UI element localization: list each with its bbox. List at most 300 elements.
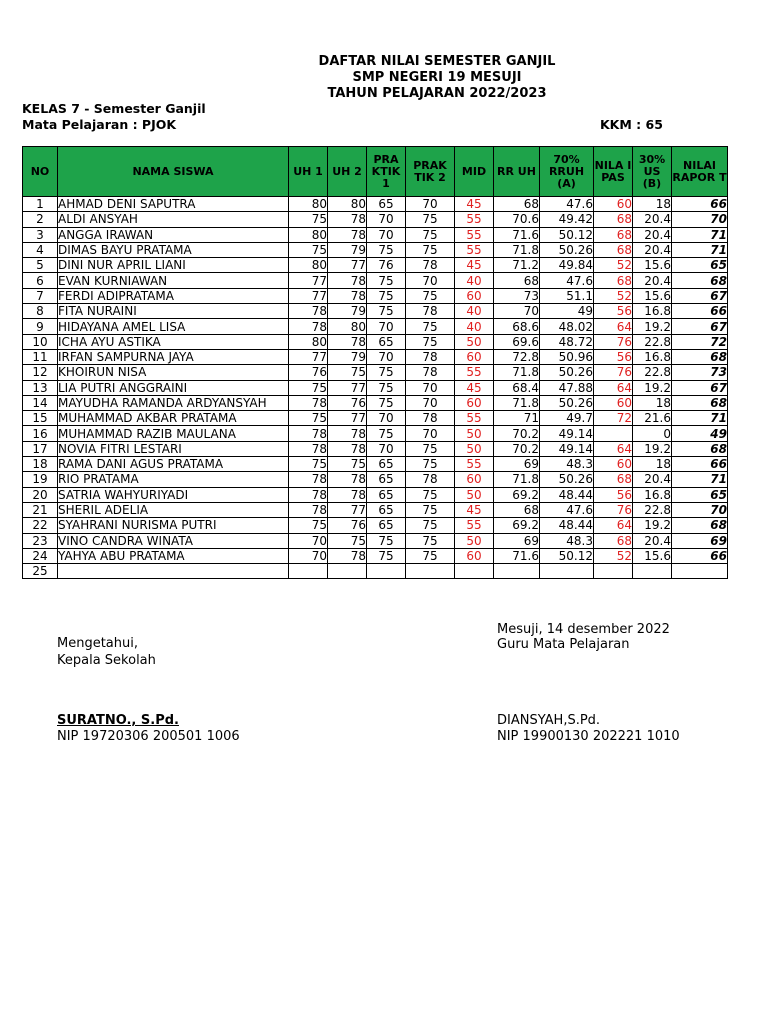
uh2-cell: 78 [328, 487, 367, 502]
praktik2-cell: 75 [406, 487, 455, 502]
row-no-cell: 2 [23, 212, 58, 227]
rr-uh-cell: 68.4 [494, 380, 540, 395]
rr-uh-cell: 71.6 [494, 548, 540, 563]
uh2-cell: 79 [328, 349, 367, 364]
mid-cell: 55 [455, 227, 494, 242]
table-row [23, 395, 728, 410]
rruh-70-cell: 48.72 [540, 334, 594, 349]
pas-cell: 76 [594, 334, 633, 349]
uh1-cell: 78 [289, 319, 328, 334]
us-30-cell: 18 [633, 395, 672, 410]
rruh-70-cell: 49.84 [540, 258, 594, 273]
mid-cell: 45 [455, 197, 494, 212]
table-row [23, 197, 728, 212]
principal-nip: NIP 19720306 200501 1006 [57, 729, 240, 744]
mid-cell: 55 [455, 457, 494, 472]
row-no-cell: 7 [23, 288, 58, 303]
student-name-cell: ANGGA IRAWAN [58, 227, 289, 242]
uh2-cell: 78 [328, 227, 367, 242]
student-name-cell: SYAHRANI NURISMA PUTRI [58, 518, 289, 533]
us-30-cell: 21.6 [633, 411, 672, 426]
rruh-70-cell: 51.1 [540, 288, 594, 303]
mid-cell: 50 [455, 334, 494, 349]
row-no-cell: 24 [23, 548, 58, 563]
rapor-cell: 69 [672, 533, 728, 548]
subject-label: Mata Pelajaran : PJOK [22, 117, 177, 132]
praktik1-cell: 75 [367, 273, 406, 288]
table-row [23, 487, 728, 502]
header-row [23, 147, 728, 197]
student-name-cell: NOVIA FITRI LESTARI [58, 441, 289, 456]
praktik2-cell: 70 [406, 426, 455, 441]
us-30-cell: 18 [633, 197, 672, 212]
pas-cell: 60 [594, 457, 633, 472]
student-name-cell: FITA NURAINI [58, 304, 289, 319]
rruh-70-cell: 48.44 [540, 487, 594, 502]
table-row [23, 518, 728, 533]
pas-cell: 64 [594, 380, 633, 395]
rapor-cell: 67 [672, 319, 728, 334]
student-name-cell: AHMAD DENI SAPUTRA [58, 197, 289, 212]
praktik2-cell: 75 [406, 227, 455, 242]
grades-table [22, 146, 728, 579]
rapor-cell: 68 [672, 395, 728, 410]
pas-cell: 64 [594, 441, 633, 456]
table-row [23, 288, 728, 303]
principal-name [57, 713, 179, 728]
us-30-cell: 22.8 [633, 334, 672, 349]
mid-cell: 55 [455, 242, 494, 257]
table-row [23, 502, 728, 517]
uh1-cell: 78 [289, 441, 328, 456]
praktik2-cell: 75 [406, 242, 455, 257]
rapor-cell: 70 [672, 212, 728, 227]
row-no-cell: 9 [23, 319, 58, 334]
uh2-cell: 78 [328, 441, 367, 456]
rapor-cell: 70 [672, 502, 728, 517]
row-no-cell: 16 [23, 426, 58, 441]
us-30-cell: 18 [633, 457, 672, 472]
praktik2-cell: 78 [406, 411, 455, 426]
rr-uh-cell: 68 [494, 502, 540, 517]
pas-cell: 68 [594, 273, 633, 288]
rr-uh-cell: 73 [494, 288, 540, 303]
uh2-cell: 77 [328, 502, 367, 517]
mid-cell: 45 [455, 380, 494, 395]
title-line-2: SMP NEGERI 19 MESUJI [352, 70, 522, 85]
uh2-cell: 78 [328, 273, 367, 288]
us-30-cell: 20.4 [633, 227, 672, 242]
student-name-cell: HIDAYANA AMEL LISA [58, 319, 289, 334]
us-30-cell: 15.6 [633, 288, 672, 303]
column-header: PRAK TIK 2 [406, 147, 455, 197]
table-row [23, 411, 728, 426]
us-30-cell [633, 564, 672, 579]
uh2-cell: 80 [328, 319, 367, 334]
praktik1-cell: 65 [367, 334, 406, 349]
uh2-cell: 77 [328, 380, 367, 395]
kkm-label: KKM : 65 [600, 117, 663, 132]
rapor-cell: 66 [672, 457, 728, 472]
pas-cell: 72 [594, 411, 633, 426]
rr-uh-cell: 68 [494, 197, 540, 212]
uh1-cell: 77 [289, 273, 328, 288]
uh2-cell: 80 [328, 197, 367, 212]
rruh-70-cell: 50.26 [540, 395, 594, 410]
mid-cell: 60 [455, 548, 494, 563]
rruh-70-cell: 50.26 [540, 242, 594, 257]
rruh-70-cell: 47.88 [540, 380, 594, 395]
uh1-cell: 78 [289, 304, 328, 319]
student-name-cell: MUHAMMAD RAZIB MAULANA [58, 426, 289, 441]
praktik2-cell: 78 [406, 349, 455, 364]
title-line-1: DAFTAR NILAI SEMESTER GANJIL [318, 54, 556, 69]
pas-cell [594, 564, 633, 579]
student-name-cell: FERDI ADIPRATAMA [58, 288, 289, 303]
rr-uh-cell: 71.8 [494, 395, 540, 410]
uh1-cell [289, 564, 328, 579]
row-no-cell: 21 [23, 502, 58, 517]
praktik2-cell [406, 564, 455, 579]
row-no-cell: 3 [23, 227, 58, 242]
table-row [23, 457, 728, 472]
uh1-cell: 78 [289, 395, 328, 410]
row-no-cell: 13 [23, 380, 58, 395]
rapor-cell: 71 [672, 411, 728, 426]
table-row [23, 472, 728, 487]
table-row [23, 441, 728, 456]
table-row [23, 365, 728, 380]
column-header: NILA I PAS [594, 147, 633, 197]
student-name-cell: DINI NUR APRIL LIANI [58, 258, 289, 273]
praktik2-cell: 75 [406, 533, 455, 548]
rruh-70-cell: 48.44 [540, 518, 594, 533]
rruh-70-cell: 49 [540, 304, 594, 319]
praktik2-cell: 75 [406, 502, 455, 517]
mid-cell: 40 [455, 273, 494, 288]
praktik2-cell: 75 [406, 288, 455, 303]
row-no-cell: 14 [23, 395, 58, 410]
table-row [23, 426, 728, 441]
title-line-3: TAHUN PELAJARAN 2022/2023 [327, 86, 547, 101]
rapor-cell: 71 [672, 472, 728, 487]
student-name-cell: RAMA DANI AGUS PRATAMA [58, 457, 289, 472]
rruh-70-cell: 50.12 [540, 227, 594, 242]
pas-cell [594, 426, 633, 441]
rapor-cell: 65 [672, 487, 728, 502]
us-30-cell: 15.6 [633, 548, 672, 563]
pas-cell: 60 [594, 197, 633, 212]
student-name-cell [58, 564, 289, 579]
row-no-cell: 4 [23, 242, 58, 257]
uh2-cell: 78 [328, 212, 367, 227]
rr-uh-cell: 71.2 [494, 258, 540, 273]
rr-uh-cell: 70.6 [494, 212, 540, 227]
row-no-cell: 18 [23, 457, 58, 472]
acknowledged-label: Mengetahui, [57, 636, 138, 651]
uh1-cell: 78 [289, 502, 328, 517]
praktik2-cell: 75 [406, 518, 455, 533]
mid-cell: 45 [455, 258, 494, 273]
us-30-cell: 20.4 [633, 212, 672, 227]
column-header: NILAI RAPOR T [672, 147, 728, 197]
student-name-cell: DIMAS BAYU PRATAMA [58, 242, 289, 257]
rruh-70-cell: 50.26 [540, 365, 594, 380]
uh1-cell: 76 [289, 365, 328, 380]
rapor-cell: 65 [672, 258, 728, 273]
student-name-cell: KHOIRUN NISA [58, 365, 289, 380]
us-30-cell: 22.8 [633, 502, 672, 517]
praktik2-cell: 78 [406, 304, 455, 319]
student-name-cell: RIO PRATAMA [58, 472, 289, 487]
student-name-cell: IRFAN SAMPURNA JAYA [58, 349, 289, 364]
table-row [23, 227, 728, 242]
principal-title: Kepala Sekolah [57, 653, 156, 668]
rruh-70-cell: 50.96 [540, 349, 594, 364]
uh1-cell: 77 [289, 349, 328, 364]
uh2-cell: 78 [328, 548, 367, 563]
column-header: 70% RRUH (A) [540, 147, 594, 197]
uh1-cell: 75 [289, 518, 328, 533]
rruh-70-cell: 48.3 [540, 457, 594, 472]
uh1-cell: 77 [289, 288, 328, 303]
teacher-nip: NIP 19900130 202221 1010 [497, 729, 680, 744]
rruh-70-cell: 50.26 [540, 472, 594, 487]
praktik1-cell: 75 [367, 395, 406, 410]
mid-cell: 55 [455, 411, 494, 426]
table-row [23, 242, 728, 257]
rruh-70-cell: 48.02 [540, 319, 594, 334]
praktik1-cell: 75 [367, 242, 406, 257]
table-row [23, 273, 728, 288]
uh2-cell: 78 [328, 334, 367, 349]
rr-uh-cell: 69.2 [494, 487, 540, 502]
praktik2-cell: 75 [406, 334, 455, 349]
rruh-70-cell: 47.6 [540, 502, 594, 517]
rapor-cell: 73 [672, 365, 728, 380]
student-name-cell: SHERIL ADELIA [58, 502, 289, 517]
pas-cell: 56 [594, 304, 633, 319]
mid-cell: 60 [455, 349, 494, 364]
uh2-cell: 77 [328, 258, 367, 273]
uh2-cell [328, 564, 367, 579]
row-no-cell: 11 [23, 349, 58, 364]
rruh-70-cell: 49.7 [540, 411, 594, 426]
us-30-cell: 19.2 [633, 319, 672, 334]
us-30-cell: 0 [633, 426, 672, 441]
student-name-cell: MAYUDHA RAMANDA ARDYANSYAH [58, 395, 289, 410]
row-no-cell: 20 [23, 487, 58, 502]
row-no-cell: 5 [23, 258, 58, 273]
rr-uh-cell: 70.2 [494, 441, 540, 456]
praktik2-cell: 70 [406, 380, 455, 395]
uh2-cell: 79 [328, 304, 367, 319]
pas-cell: 68 [594, 472, 633, 487]
mid-cell: 60 [455, 288, 494, 303]
rruh-70-cell: 49.14 [540, 426, 594, 441]
rr-uh-cell: 71.8 [494, 365, 540, 380]
uh2-cell: 79 [328, 242, 367, 257]
student-name-cell: ALDI ANSYAH [58, 212, 289, 227]
praktik1-cell: 65 [367, 518, 406, 533]
praktik1-cell: 70 [367, 319, 406, 334]
praktik2-cell: 75 [406, 212, 455, 227]
praktik2-cell: 70 [406, 197, 455, 212]
mid-cell: 50 [455, 533, 494, 548]
pas-cell: 68 [594, 212, 633, 227]
praktik1-cell: 70 [367, 349, 406, 364]
mid-cell: 50 [455, 441, 494, 456]
us-30-cell: 19.2 [633, 518, 672, 533]
praktik1-cell: 65 [367, 197, 406, 212]
uh1-cell: 75 [289, 380, 328, 395]
uh1-cell: 70 [289, 548, 328, 563]
uh1-cell: 80 [289, 197, 328, 212]
column-header: UH 1 [289, 147, 328, 197]
mid-cell: 55 [455, 212, 494, 227]
praktik1-cell: 75 [367, 380, 406, 395]
praktik2-cell: 75 [406, 319, 455, 334]
rr-uh-cell: 71.8 [494, 242, 540, 257]
uh1-cell: 75 [289, 242, 328, 257]
principal-name-text: SURATNO., S.Pd. [57, 713, 179, 728]
us-30-cell: 22.8 [633, 365, 672, 380]
rr-uh-cell: 69 [494, 533, 540, 548]
teacher-title: Guru Mata Pelajaran [497, 637, 630, 652]
place-date: Mesuji, 14 desember 2022 [497, 622, 670, 637]
us-30-cell: 20.4 [633, 472, 672, 487]
praktik1-cell: 75 [367, 288, 406, 303]
rr-uh-cell: 70.2 [494, 426, 540, 441]
rapor-cell: 71 [672, 227, 728, 242]
mid-cell: 55 [455, 365, 494, 380]
uh2-cell: 78 [328, 426, 367, 441]
us-30-cell: 20.4 [633, 533, 672, 548]
pas-cell: 56 [594, 487, 633, 502]
praktik2-cell: 75 [406, 441, 455, 456]
uh1-cell: 75 [289, 457, 328, 472]
column-header: NAMA SISWA [58, 147, 289, 197]
praktik1-cell: 70 [367, 227, 406, 242]
table-row [23, 533, 728, 548]
mid-cell: 50 [455, 426, 494, 441]
student-name-cell: ICHA AYU ASTIKA [58, 334, 289, 349]
table-row [23, 349, 728, 364]
rapor-cell: 66 [672, 548, 728, 563]
mid-cell: 60 [455, 472, 494, 487]
student-name-cell: EVAN KURNIAWAN [58, 273, 289, 288]
uh1-cell: 80 [289, 227, 328, 242]
praktik1-cell: 75 [367, 365, 406, 380]
praktik1-cell: 70 [367, 441, 406, 456]
us-30-cell: 20.4 [633, 273, 672, 288]
table-row [23, 548, 728, 563]
pas-cell: 64 [594, 518, 633, 533]
praktik1-cell: 70 [367, 411, 406, 426]
praktik2-cell: 75 [406, 457, 455, 472]
mid-cell [455, 564, 494, 579]
rruh-70-cell: 47.6 [540, 197, 594, 212]
column-header: 30% US (B) [633, 147, 672, 197]
rapor-cell: 66 [672, 304, 728, 319]
praktik1-cell: 75 [367, 426, 406, 441]
table-row [23, 319, 728, 334]
pas-cell: 68 [594, 242, 633, 257]
uh2-cell: 76 [328, 518, 367, 533]
praktik2-cell: 70 [406, 395, 455, 410]
pas-cell: 52 [594, 548, 633, 563]
row-no-cell: 17 [23, 441, 58, 456]
student-name-cell: SATRIA WAHYURIYADI [58, 487, 289, 502]
uh2-cell: 75 [328, 365, 367, 380]
row-no-cell: 10 [23, 334, 58, 349]
rapor-cell: 66 [672, 197, 728, 212]
rapor-cell: 68 [672, 273, 728, 288]
uh1-cell: 70 [289, 533, 328, 548]
rr-uh-cell [494, 564, 540, 579]
uh2-cell: 75 [328, 457, 367, 472]
rr-uh-cell: 69.6 [494, 334, 540, 349]
rapor-cell: 67 [672, 380, 728, 395]
us-30-cell: 16.8 [633, 487, 672, 502]
rruh-70-cell [540, 564, 594, 579]
table-row [23, 258, 728, 273]
us-30-cell: 19.2 [633, 441, 672, 456]
table-body [23, 197, 728, 579]
rruh-70-cell: 48.3 [540, 533, 594, 548]
student-name-cell: YAHYA ABU PRATAMA [58, 548, 289, 563]
mid-cell: 50 [455, 487, 494, 502]
praktik1-cell: 75 [367, 533, 406, 548]
rapor-cell: 71 [672, 242, 728, 257]
pas-cell: 52 [594, 258, 633, 273]
mid-cell: 45 [455, 502, 494, 517]
rr-uh-cell: 69.2 [494, 518, 540, 533]
praktik1-cell [367, 564, 406, 579]
praktik1-cell: 65 [367, 457, 406, 472]
praktik1-cell: 76 [367, 258, 406, 273]
row-no-cell: 6 [23, 273, 58, 288]
column-header: MID [455, 147, 494, 197]
pas-cell: 52 [594, 288, 633, 303]
us-30-cell: 16.8 [633, 304, 672, 319]
praktik1-cell: 65 [367, 472, 406, 487]
uh1-cell: 80 [289, 258, 328, 273]
praktik2-cell: 78 [406, 258, 455, 273]
uh2-cell: 76 [328, 395, 367, 410]
row-no-cell: 8 [23, 304, 58, 319]
rruh-70-cell: 49.14 [540, 441, 594, 456]
rr-uh-cell: 71.6 [494, 227, 540, 242]
rruh-70-cell: 47.6 [540, 273, 594, 288]
pas-cell: 60 [594, 395, 633, 410]
row-no-cell: 25 [23, 564, 58, 579]
pas-cell: 64 [594, 319, 633, 334]
rr-uh-cell: 69 [494, 457, 540, 472]
pas-cell: 68 [594, 533, 633, 548]
rr-uh-cell: 72.8 [494, 349, 540, 364]
student-name-cell: LIA PUTRI ANGGRAINI [58, 380, 289, 395]
table-row [23, 380, 728, 395]
uh1-cell: 80 [289, 334, 328, 349]
praktik2-cell: 75 [406, 548, 455, 563]
rr-uh-cell: 70 [494, 304, 540, 319]
row-no-cell: 22 [23, 518, 58, 533]
rapor-cell: 72 [672, 334, 728, 349]
praktik1-cell: 75 [367, 304, 406, 319]
rr-uh-cell: 68.6 [494, 319, 540, 334]
table-row [23, 304, 728, 319]
